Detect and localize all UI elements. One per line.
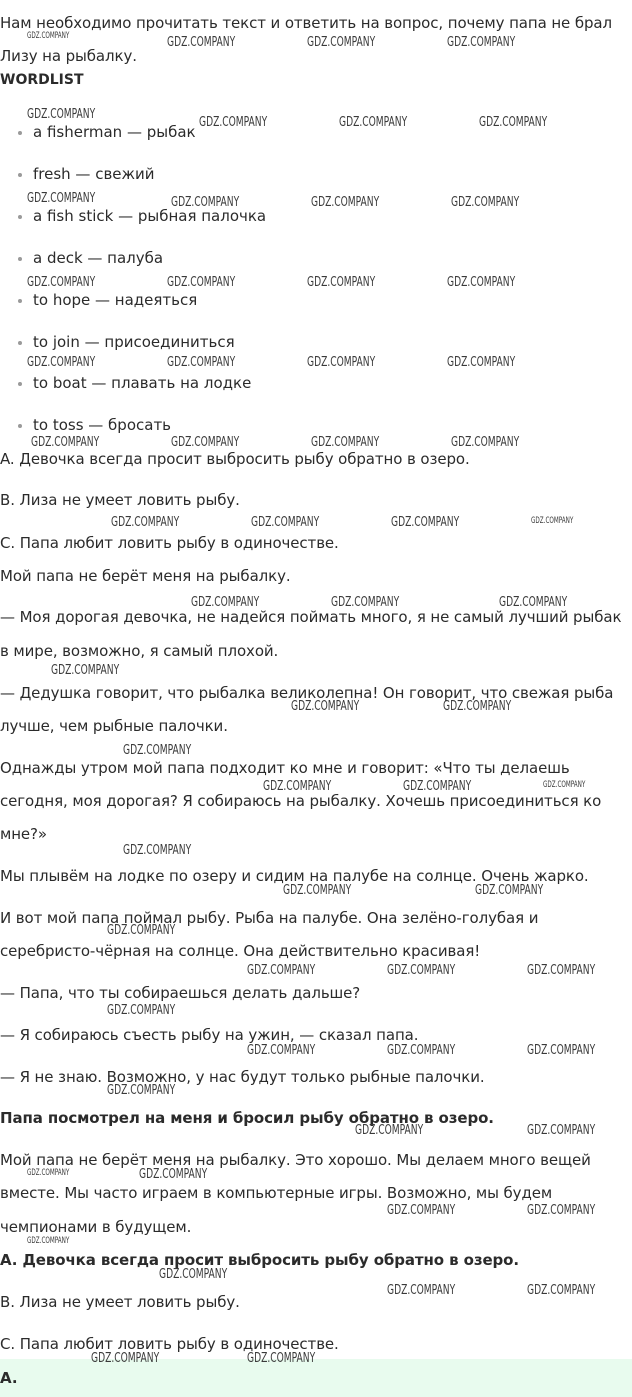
watermark: GDZ.COMPANY (27, 31, 70, 41)
watermark: GDZ.COMPANY (339, 115, 408, 130)
answer-text: A. (0, 1369, 18, 1387)
watermark: GDZ.COMPANY (123, 843, 192, 858)
watermark: GDZ.COMPANY (251, 515, 320, 530)
story-line: вместе. Мы часто играем в компьютерные игры. Возможно, мы будем (0, 1184, 553, 1202)
option-c: C. Папа любит ловить рыбу в одиночестве. (0, 1335, 339, 1353)
story-line: чемпионами в будущем. (0, 1218, 192, 1236)
watermark: GDZ.COMPANY (387, 963, 456, 978)
story-line: Мой папа не берёт меня на рыбалку. (0, 567, 291, 585)
watermark: GDZ.COMPANY (403, 779, 472, 794)
wordlist-item: to boat — плавать на лодке (33, 374, 252, 392)
watermark: GDZ.COMPANY (199, 115, 268, 130)
story-line: Однажды утром мой папа подходит ко мне и говорит: «Что ты делаешь (0, 759, 570, 777)
watermark: GDZ.COMPANY (387, 1283, 456, 1298)
watermark: GDZ.COMPANY (27, 107, 96, 122)
watermark: GDZ.COMPANY (247, 1043, 316, 1058)
watermark: GDZ.COMPANY (27, 275, 96, 290)
watermark: GDZ.COMPANY (531, 516, 574, 526)
story-line: серебристо-чёрная на солнце. Она действительно красивая! (0, 942, 481, 960)
story-line: мне?» (0, 825, 47, 843)
watermark: GDZ.COMPANY (159, 1267, 228, 1282)
watermark: GDZ.COMPANY (191, 595, 260, 610)
watermark: GDZ.COMPANY (171, 435, 240, 450)
watermark: GDZ.COMPANY (311, 435, 380, 450)
watermark: GDZ.COMPANY (263, 779, 332, 794)
watermark: GDZ.COMPANY (167, 355, 236, 370)
watermark: GDZ.COMPANY (387, 1203, 456, 1218)
watermark: GDZ.COMPANY (451, 435, 520, 450)
watermark: GDZ.COMPANY (291, 699, 360, 714)
watermark: GDZ.COMPANY (527, 963, 596, 978)
option-a: A. Девочка всегда просит выбросить рыбу обратно в озеро. (0, 450, 470, 468)
watermark: GDZ.COMPANY (31, 435, 100, 450)
watermark: GDZ.COMPANY (167, 275, 236, 290)
watermark: GDZ.COMPANY (499, 595, 568, 610)
watermark: GDZ.COMPANY (167, 35, 236, 50)
watermark: GDZ.COMPANY (27, 355, 96, 370)
story-line: — Моя дорогая девочка, не надейся поймать много, я не самый лучший рыбак (0, 608, 622, 626)
wordlist-header: WORDLIST (0, 72, 84, 88)
watermark: GDZ.COMPANY (123, 743, 192, 758)
option-c: C. Папа любит ловить рыбу в одиночестве. (0, 534, 339, 552)
story-line: — Я собираюсь съесть рыбу на ужин, — сказал папа. (0, 1026, 419, 1044)
wordlist-item: to hope — надеяться (33, 291, 198, 309)
option-b: B. Лиза не умеет ловить рыбу. (0, 1293, 240, 1311)
watermark: GDZ.COMPANY (27, 191, 96, 206)
watermark: GDZ.COMPANY (447, 355, 516, 370)
story-line: — Дедушка говорит, что рыбалка великолепна! Он говорит, что свежая рыба (0, 684, 614, 702)
intro-text: Нам необходимо прочитать текст и ответить на вопрос, почему папа не брал Лизу на рыбалку. (0, 14, 612, 65)
wordlist-item: a deck — палуба (33, 249, 164, 267)
option-b: B. Лиза не умеет ловить рыбу. (0, 491, 240, 509)
watermark: GDZ.COMPANY (331, 595, 400, 610)
story-line: Мой папа не берёт меня на рыбалку. Это хорошо. Мы делаем много вещей (0, 1151, 591, 1169)
watermark: GDZ.COMPANY (247, 1351, 316, 1366)
story-line: И вот мой папа поймал рыбу. Рыба на палубе. Она зелёно-голубая и (0, 909, 539, 927)
watermark: GDZ.COMPANY (443, 699, 512, 714)
story-line: Мы плывём на лодке по озеру и сидим на палубе на солнце. Очень жарко. (0, 867, 589, 885)
watermark: GDZ.COMPANY (391, 515, 460, 530)
wordlist-item: to join — присоединиться (33, 333, 235, 351)
wordlist-item: a fisherman — рыбак (33, 123, 196, 141)
story-line: — Папа, что ты собираешься делать дальше? (0, 984, 361, 1002)
watermark: GDZ.COMPANY (355, 1123, 424, 1138)
watermark: GDZ.COMPANY (107, 1003, 176, 1018)
option-a-correct: A. Девочка всегда просит выбросить рыбу обратно в озеро. (0, 1251, 519, 1269)
watermark: GDZ.COMPANY (107, 923, 176, 938)
story-line: в мире, возможно, я самый плохой. (0, 642, 279, 660)
watermark: GDZ.COMPANY (91, 1351, 160, 1366)
wordlist-item: to toss — бросать (33, 416, 172, 434)
watermark: GDZ.COMPANY (527, 1203, 596, 1218)
watermark: GDZ.COMPANY (527, 1043, 596, 1058)
story-line: — Я не знаю. Возможно, у нас будут только рыбные палочки. (0, 1068, 485, 1086)
watermark: GDZ.COMPANY (283, 883, 352, 898)
watermark: GDZ.COMPANY (447, 35, 516, 50)
wordlist-item: a fish stick — рыбная палочка (33, 207, 267, 225)
watermark: GDZ.COMPANY (139, 1167, 208, 1182)
watermark: GDZ.COMPANY (107, 1083, 176, 1098)
story-line: лучше, чем рыбные палочки. (0, 717, 228, 735)
watermark: GDZ.COMPANY (387, 1043, 456, 1058)
watermark: GDZ.COMPANY (27, 1168, 70, 1178)
watermark: GDZ.COMPANY (451, 195, 520, 210)
watermark: GDZ.COMPANY (447, 275, 516, 290)
watermark: GDZ.COMPANY (171, 195, 240, 210)
watermark: GDZ.COMPANY (527, 1123, 596, 1138)
watermark: GDZ.COMPANY (307, 355, 376, 370)
wordlist-item: fresh — свежий (33, 165, 155, 183)
watermark: GDZ.COMPANY (527, 1283, 596, 1298)
watermark: GDZ.COMPANY (311, 195, 380, 210)
watermark: GDZ.COMPANY (27, 1236, 70, 1246)
watermark: GDZ.COMPANY (307, 35, 376, 50)
story-line-bold: Папа посмотрел на меня и бросил рыбу обратно в озеро. (0, 1109, 494, 1127)
watermark: GDZ.COMPANY (479, 115, 548, 130)
watermark: GDZ.COMPANY (51, 663, 120, 678)
watermark: GDZ.COMPANY (307, 275, 376, 290)
watermark: GDZ.COMPANY (475, 883, 544, 898)
watermark: GDZ.COMPANY (543, 780, 586, 790)
story-line: сегодня, моя дорогая? Я собираюсь на рыбалку. Хочешь присоединиться ко (0, 792, 602, 810)
watermark: GDZ.COMPANY (111, 515, 180, 530)
watermark: GDZ.COMPANY (247, 963, 316, 978)
